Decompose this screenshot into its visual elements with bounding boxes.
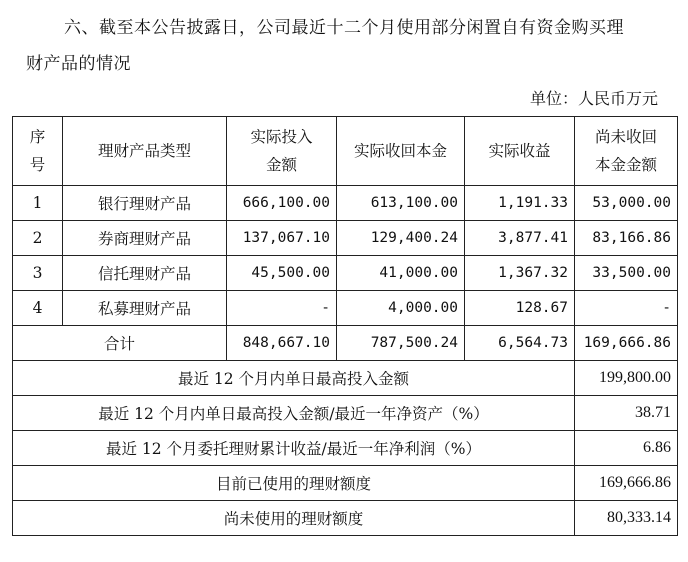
financial-products-table <box>12 116 678 536</box>
summary-label-unused-quota: 尚未使用的理财额度 <box>13 501 575 536</box>
row-type: 券商理财产品 <box>63 221 227 256</box>
row-seq: 2 <box>13 221 63 256</box>
header-outstanding <box>575 117 678 186</box>
row-income: 1,191.33 <box>465 186 575 221</box>
row-type: 银行理财产品 <box>63 186 227 221</box>
header-seq <box>13 117 63 186</box>
header-seq-line-2: 号 <box>29 156 46 174</box>
summary-row <box>13 501 678 536</box>
summary-value-max-daily-investment: 199,800.00 <box>575 361 678 396</box>
header-outstanding-line-1: 尚未收回 <box>594 128 657 146</box>
header-row <box>13 117 678 186</box>
summary-label-income-to-net-profit: 最近 12 个月委托理财累计收益/最近一年净利润（%） <box>13 431 575 466</box>
row-outstanding: 83,166.86 <box>575 221 678 256</box>
row-type: 信托理财产品 <box>63 256 227 291</box>
row-invested: 666,100.00 <box>227 186 337 221</box>
summary-value-unused-quota: 80,333.14 <box>575 501 678 536</box>
row-income: 3,877.41 <box>465 221 575 256</box>
unit-label: 单位：人民币万元 <box>529 89 658 108</box>
total-row <box>13 326 678 361</box>
row-invested: 45,500.00 <box>227 256 337 291</box>
header-income: 实际收益 <box>465 117 575 186</box>
row-outstanding: 53,000.00 <box>575 186 678 221</box>
row-recovered: 613,100.00 <box>337 186 465 221</box>
row-seq: 4 <box>13 291 63 326</box>
row-outstanding: 33,500.00 <box>575 256 678 291</box>
total-income: 6,564.73 <box>465 326 575 361</box>
table-row <box>13 186 678 221</box>
summary-label-max-daily-investment: 最近 12 个月内单日最高投入金额 <box>13 361 575 396</box>
summary-row <box>13 361 678 396</box>
header-type: 理财产品类型 <box>63 117 227 186</box>
total-label: 合计 <box>13 326 227 361</box>
row-recovered: 4,000.00 <box>337 291 465 326</box>
total-outstanding: 169,666.86 <box>575 326 678 361</box>
summary-value-income-to-net-profit: 6.86 <box>575 431 678 466</box>
row-seq: 1 <box>13 186 63 221</box>
row-invested: 137,067.10 <box>227 221 337 256</box>
section-heading <box>26 10 676 82</box>
header-outstanding-line-2: 本金金额 <box>594 156 657 174</box>
header-invested <box>227 117 337 186</box>
header-invested-line-1: 实际投入 <box>250 128 313 146</box>
summary-row <box>13 466 678 501</box>
row-recovered: 41,000.00 <box>337 256 465 291</box>
row-income: 1,367.32 <box>465 256 575 291</box>
heading-line-1: 六、截至本公告披露日，公司最近十二个月使用部分闲置自有资金购买理 <box>64 18 624 38</box>
table-row <box>13 291 678 326</box>
total-recovered: 787,500.24 <box>337 326 465 361</box>
summary-row <box>13 396 678 431</box>
table-row <box>13 221 678 256</box>
row-invested: - <box>227 291 337 326</box>
row-type: 私募理财产品 <box>63 291 227 326</box>
summary-value-max-investment-to-net-assets: 38.71 <box>575 396 678 431</box>
summary-label-used-quota: 目前已使用的理财额度 <box>13 466 575 501</box>
header-recovered: 实际收回本金 <box>337 117 465 186</box>
table-row <box>13 256 678 291</box>
heading-line-2: 财产品的情况 <box>26 54 131 74</box>
row-seq: 3 <box>13 256 63 291</box>
header-invested-line-2: 金额 <box>265 156 297 174</box>
row-recovered: 129,400.24 <box>337 221 465 256</box>
summary-row <box>13 431 678 466</box>
row-income: 128.67 <box>465 291 575 326</box>
summary-label-max-investment-to-net-assets: 最近 12 个月内单日最高投入金额/最近一年净资产（%） <box>13 396 575 431</box>
header-seq-line-1: 序 <box>29 128 46 146</box>
row-outstanding: - <box>575 291 678 326</box>
total-invested: 848,667.10 <box>227 326 337 361</box>
summary-value-used-quota: 169,666.86 <box>575 466 678 501</box>
